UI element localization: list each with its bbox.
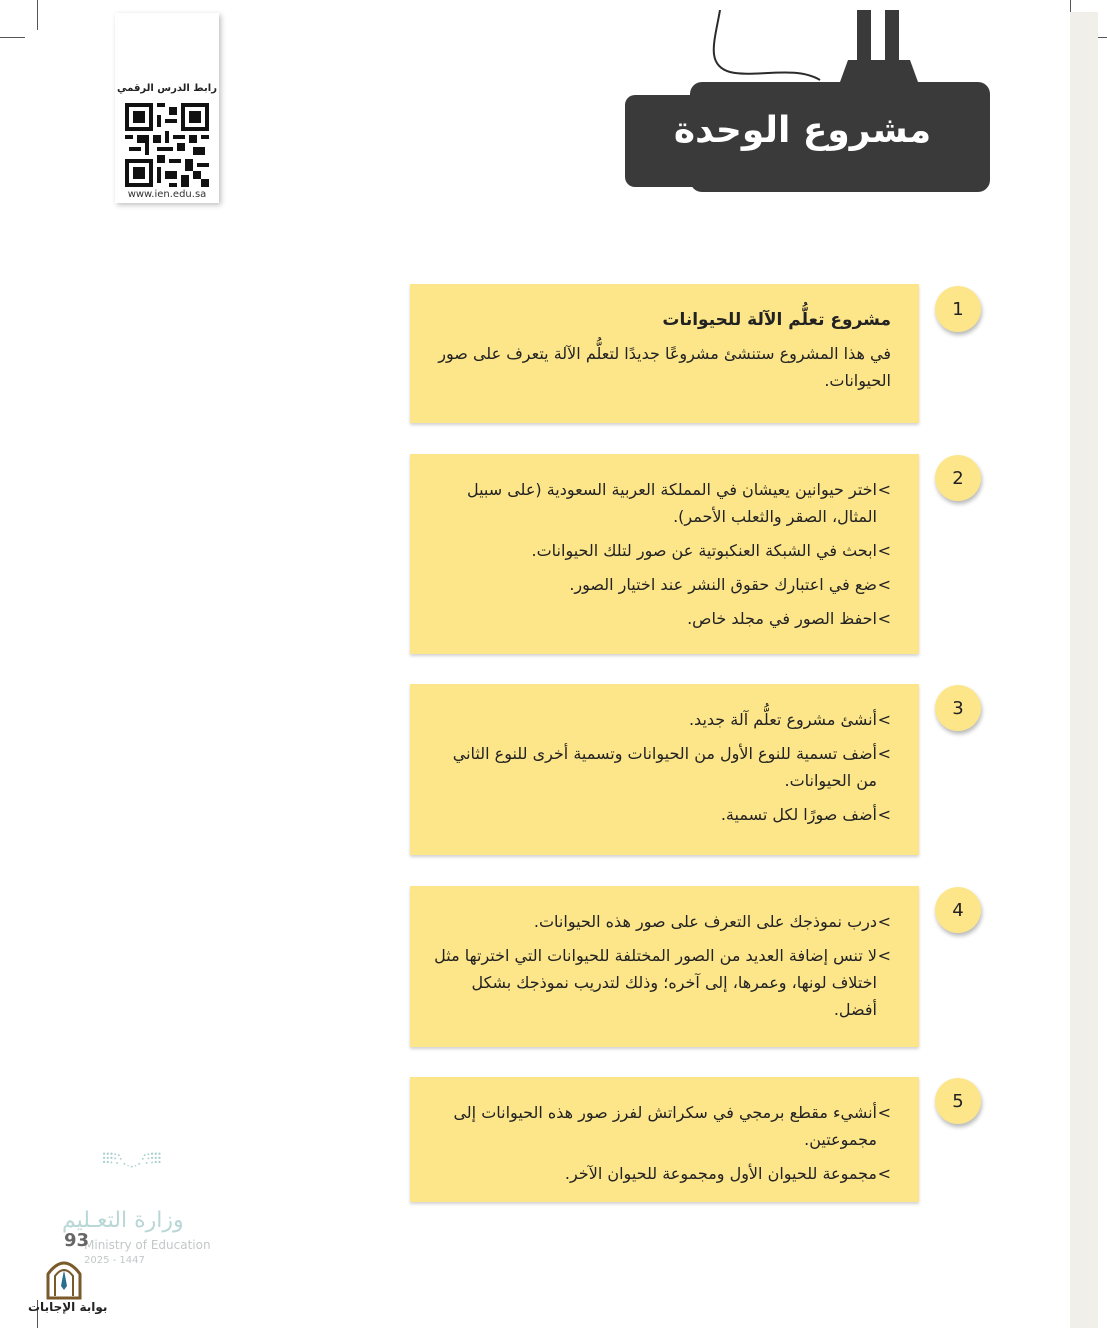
ministry-year: 2025 - 1447: [84, 1255, 145, 1266]
bullet-arrow: >: [877, 912, 891, 931]
step-number: 5: [935, 1078, 981, 1124]
list-item: [434, 1160, 891, 1187]
list-item: [434, 605, 891, 632]
list-item-text: أنشئ مشروع تعلُّم آلة جديد.: [688, 710, 877, 729]
step-heading: مشروع تعلُّم الآلة للحيوانات: [662, 310, 891, 330]
list-item-text: أنشيء مقطع برمجي في سكراتش لفرز صور هذه الحيوانات إلى مجموعتين.: [453, 1103, 877, 1149]
step-number: 4: [935, 887, 981, 933]
step-text: في هذا المشروع ستنشئ مشروعًا جديدًا لتعلُّم الآلة يتعرف على صور الحيوانات.: [438, 344, 891, 390]
step-list: [434, 908, 891, 1023]
crop-mark: [37, 0, 38, 30]
bullet-arrow: >: [877, 805, 891, 824]
step-card: [410, 684, 919, 855]
ministry-logo-icon: [60, 1150, 210, 1210]
bullet-arrow: >: [877, 946, 891, 965]
step-number: 1: [935, 286, 981, 332]
list-item: [434, 740, 891, 794]
step-card: [410, 1077, 919, 1202]
ministry-name-ar: وزارة التعـليم: [62, 1208, 184, 1233]
page-edge: [1070, 12, 1098, 1328]
step-number: 2: [935, 455, 981, 501]
list-item: [434, 571, 891, 598]
qr-url[interactable]: www.ien.edu.sa: [127, 189, 207, 200]
bullet-arrow: >: [877, 1164, 891, 1183]
banner-plug-graphic: [620, 10, 990, 200]
list-item: [434, 942, 891, 1023]
bullet-arrow: >: [877, 575, 891, 594]
step-list: [434, 476, 891, 632]
bullet-arrow: >: [877, 541, 891, 560]
list-item-text: أضف تسمية للنوع الأول من الحيوانات وتسمية أخرى للنوع الثاني من الحيوانات.: [452, 744, 877, 790]
portal-name: بوابة الإجابات: [28, 1300, 108, 1314]
list-item: [434, 908, 891, 935]
qr-code-icon[interactable]: [125, 103, 209, 187]
list-item-text: لا تنس إضافة العديد من الصور المختلفة للحيوانات التي اخترتها مثل اختلاف لونها، وعمرها، إلى آخره؛ وذلك لتدريب نموذجك بشكل أفضل.: [434, 946, 877, 1019]
qr-title: رابط الدرس الرقمي: [117, 83, 217, 94]
step-card: [410, 454, 919, 654]
list-item-text: اختر حيوانين يعيشان في المملكة العربية السعودية (على سبيل المثال، الصقر والثعلب الأحمر).: [466, 480, 877, 526]
portal-logo-icon: [44, 1256, 84, 1300]
list-item: [434, 801, 891, 828]
bullet-arrow: >: [877, 480, 891, 499]
crop-mark: [0, 37, 25, 38]
list-item-text: أضف صورًا لكل تسمية.: [720, 805, 877, 824]
step-number: 3: [935, 685, 981, 731]
page-number: 93: [64, 1230, 90, 1251]
list-item: [434, 537, 891, 564]
step-card: [410, 886, 919, 1047]
list-item-text: ابحث في الشبكة العنكبوتية عن صور لتلك الحيوانات.: [531, 541, 877, 560]
list-item-text: درب نموذجك على التعرف على صور هذه الحيوانات.: [533, 912, 877, 931]
step-list: [434, 1099, 891, 1187]
banner-title: مشروع الوحدة: [673, 110, 932, 151]
bullet-arrow: >: [877, 609, 891, 628]
bullet-arrow: >: [877, 710, 891, 729]
list-item-text: ضع في اعتبارك حقوق النشر عند اختيار الصور.: [569, 575, 877, 594]
list-item-text: احفظ الصور في مجلد خاص.: [687, 609, 877, 628]
list-item: [434, 1099, 891, 1153]
list-item: [434, 706, 891, 733]
list-item: [434, 476, 891, 530]
step-card: [410, 284, 919, 423]
qr-card[interactable]: [115, 13, 219, 203]
step-list: [434, 706, 891, 828]
ministry-name-en: Ministry of Education: [84, 1238, 211, 1252]
list-item-text: مجموعة للحيوان الأول ومجموعة للحيوان الآخر.: [564, 1164, 877, 1183]
bullet-arrow: >: [877, 1103, 891, 1122]
bullet-arrow: >: [877, 744, 891, 763]
